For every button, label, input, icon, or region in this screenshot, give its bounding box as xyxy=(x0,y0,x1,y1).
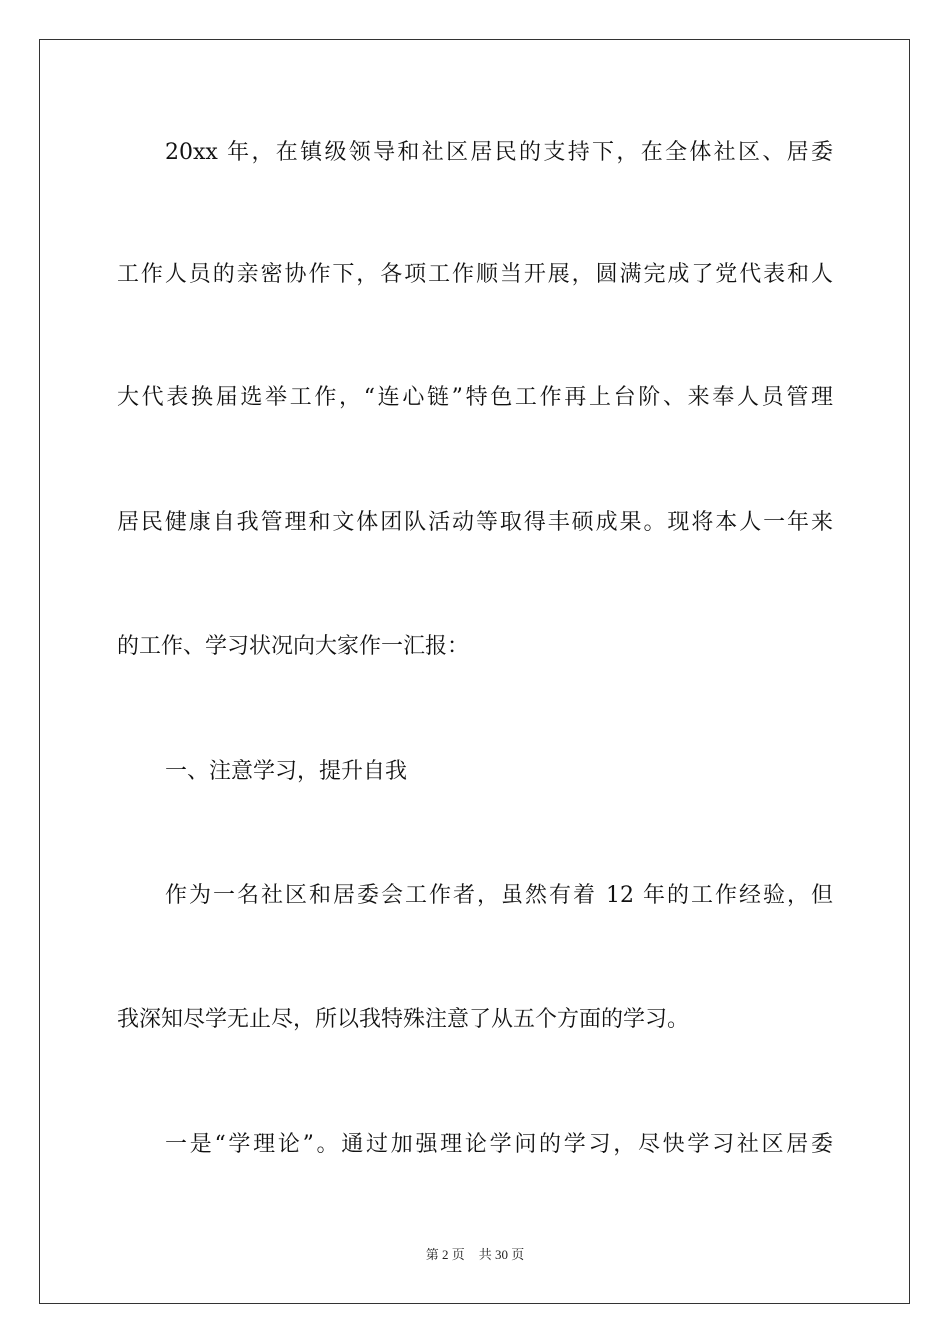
page-total: 共 30 页 xyxy=(478,1247,525,1262)
paragraph-line: 我深知尽学无止尽，所以我特殊注意了从五个方面的学习。 xyxy=(117,1007,690,1032)
page-number: 第 2 页 xyxy=(425,1247,465,1262)
section-heading: 一、注意学习，提升自我 xyxy=(165,759,408,784)
page-footer xyxy=(0,1246,950,1264)
paragraph-line: 一是“学理论”。通过加强理论学问的学习，尽快学习社区居委 xyxy=(165,1132,833,1157)
paragraph-line: 居民健康自我管理和文体团队活动等取得丰硕成果。现将本人一年来 xyxy=(117,510,833,535)
paragraph-line: 大代表换届选举工作，“连心链”特色工作再上台阶、来奉人员管理 xyxy=(117,385,833,410)
paragraph-line: 作为一名社区和居委会工作者，虽然有着 12 年的工作经验，但 xyxy=(165,883,833,908)
page-border xyxy=(39,39,910,1304)
paragraph-line: 的工作、学习状况向大家作一汇报： xyxy=(117,634,470,659)
paragraph-line: 20xx 年，在镇级领导和社区居民的支持下，在全体社区、居委 xyxy=(165,140,833,165)
paragraph-line: 工作人员的亲密协作下，各项工作顺当开展，圆满完成了党代表和人 xyxy=(117,262,833,287)
